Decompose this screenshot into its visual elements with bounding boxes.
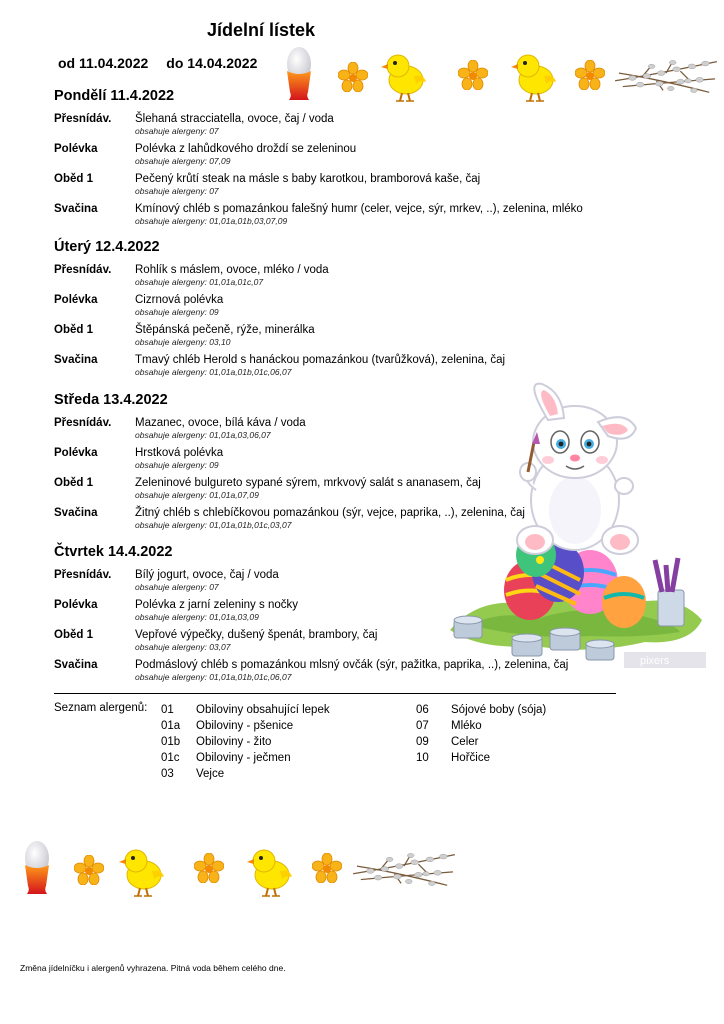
meal-row — [54, 142, 654, 172]
meal-description: Cizrnová polévka — [135, 294, 224, 306]
meal-label: Polévka — [54, 143, 98, 155]
chick-icon — [118, 845, 168, 897]
meal-description: Štěpánská pečeně, rýže, minerálka — [135, 324, 315, 336]
meal-label: Oběd 1 — [54, 629, 93, 641]
allergen-code: 10 — [416, 752, 429, 764]
day-title: Čtvrtek 14.4.2022 — [54, 544, 173, 560]
meal-description: Hrstková polévka — [135, 447, 224, 459]
meal-description: Kmínový chléb s pomazánkou falešný humr (celer, vejce, sýr, mrkev, ..), zelenina, mléko — [135, 203, 583, 215]
meal-allergens: obsahuje alergeny: 09 — [135, 460, 219, 470]
date-from: od 11.04.2022 — [58, 55, 149, 71]
meal-allergens: obsahuje alergeny: 01,01a,01b,01c,03,07 — [135, 520, 292, 530]
meal-description: Pečený krůtí steak na másle s baby karotkou, bramborová kaše, čaj — [135, 173, 481, 185]
allergen-code: 07 — [416, 720, 429, 732]
flower-icon — [312, 853, 342, 883]
meal-allergens: obsahuje alergeny: 01,01a,01b,03,07,09 — [135, 216, 288, 226]
meal-description: Zeleninové bulgureto sypané sýrem, mrkvový salát s ananasem, čaj — [135, 477, 481, 489]
allergen-code: 01 — [161, 704, 174, 716]
meal-allergens: obsahuje alergeny: 01,01a,01b,01c,06,07 — [135, 367, 292, 377]
allergen-name: Celer — [451, 736, 479, 748]
allergen-name: Vejce — [196, 768, 225, 780]
allergen-heading: Seznam alergenů: — [54, 702, 148, 714]
meal-description: Vepřové výpečky, dušený špenát, brambory, čaj — [135, 629, 378, 641]
flower-icon — [194, 853, 224, 883]
meal-allergens: obsahuje alergeny: 01,01a,01c,07 — [135, 277, 264, 287]
meal-label: Svačina — [54, 659, 98, 671]
watermark-text: pixers — [640, 655, 670, 667]
meal-label: Polévka — [54, 294, 98, 306]
allergen-column-left — [161, 702, 391, 782]
allergen-code: 03 — [161, 768, 174, 780]
meal-allergens: obsahuje alergeny: 07 — [135, 186, 219, 196]
meal-description: Tmavý chléb Herold s hanáckou pomazánkou (tvarůžková), zelenina, čaj — [135, 354, 506, 366]
allergen-item — [161, 702, 391, 718]
meal-row — [54, 112, 654, 142]
meal-description: Šlehaná stracciatella, ovoce, čaj / voda — [135, 113, 334, 125]
divider — [54, 693, 616, 694]
pussy-willow-icon — [350, 845, 458, 893]
allergen-code: 01b — [161, 736, 181, 748]
day-title: Středa 13.4.2022 — [54, 392, 168, 408]
allergen-code: 01a — [161, 720, 181, 732]
allergen-code: 01c — [161, 752, 180, 764]
meal-label: Polévka — [54, 447, 98, 459]
allergen-name: Obiloviny - žito — [196, 736, 272, 748]
meal-row — [54, 202, 654, 232]
meal-description: Polévka z jarní zeleniny s nočky — [135, 599, 298, 611]
allergen-code: 06 — [416, 704, 429, 716]
meal-allergens: obsahuje alergeny: 09 — [135, 307, 219, 317]
allergen-item — [416, 734, 616, 750]
day-section — [54, 237, 654, 383]
meal-label: Svačina — [54, 507, 98, 519]
meal-label: Oběd 1 — [54, 324, 93, 336]
meal-label: Přesnídáv. — [54, 264, 112, 276]
meal-allergens: obsahuje alergeny: 03,07 — [135, 642, 231, 652]
meal-allergens: obsahuje alergeny: 01,01a,03,06,07 — [135, 430, 271, 440]
page-title: Jídelní lístek — [207, 20, 316, 40]
date-to: do 14.04.2022 — [166, 55, 258, 71]
allergen-name: Obiloviny obsahující lepek — [196, 704, 330, 716]
meal-row — [54, 263, 654, 293]
day-title: Úterý 12.4.2022 — [54, 239, 160, 255]
allergen-code: 09 — [416, 736, 429, 748]
meal-row — [54, 323, 654, 353]
meal-label: Svačina — [54, 203, 98, 215]
easter-bunny-icon — [440, 380, 710, 680]
allergen-name: Obiloviny - pšenice — [196, 720, 294, 732]
flower-icon — [74, 855, 104, 885]
meal-label: Přesnídáv. — [54, 569, 112, 581]
date-range — [58, 55, 257, 71]
allergen-item — [416, 718, 616, 734]
footer-note: Změna jídelníčku i alergenů vyhrazena. Pitná voda během celého dne. — [20, 963, 286, 973]
allergen-item — [161, 718, 391, 734]
meal-allergens: obsahuje alergeny: 01,01a,03,09 — [135, 612, 259, 622]
meal-row — [54, 293, 654, 323]
meal-label: Přesnídáv. — [54, 417, 112, 429]
meal-row — [54, 172, 654, 202]
meal-row — [54, 353, 654, 383]
meal-allergens: obsahuje alergeny: 07,09 — [135, 156, 231, 166]
chick-icon — [246, 845, 296, 897]
egg-cup-icon — [22, 838, 52, 898]
meal-allergens: obsahuje alergeny: 07 — [135, 126, 219, 136]
meal-allergens: obsahuje alergeny: 03,10 — [135, 337, 231, 347]
meal-allergens: obsahuje alergeny: 01,01a,01b,01c,06,07 — [135, 672, 292, 682]
meal-allergens: obsahuje alergeny: 07 — [135, 582, 219, 592]
allergen-column-right — [416, 702, 616, 766]
meal-allergens: obsahuje alergeny: 01,01a,07,09 — [135, 490, 259, 500]
meal-description: Podmáslový chléb s pomazánkou mlsný ovčák (sýr, pažitka, paprika, ..), zelenina, čaj — [135, 659, 569, 671]
meal-description: Rohlík s máslem, ovoce, mléko / voda — [135, 264, 329, 276]
meal-description: Žitný chléb s chlebíčkovou pomazánkou (sýr, vejce, paprika, ..), zelenina, čaj — [135, 507, 525, 519]
meal-description: Polévka z lahůdkového droždí se zeleninou — [135, 143, 357, 155]
allergen-item — [416, 750, 616, 766]
allergen-name: Sójové boby (sója) — [451, 704, 547, 716]
allergen-name: Obiloviny - ječmen — [196, 752, 291, 764]
meal-label: Přesnídáv. — [54, 113, 112, 125]
meal-label: Svačina — [54, 354, 98, 366]
meal-label: Oběd 1 — [54, 173, 93, 185]
allergen-name: Hořčice — [451, 752, 490, 764]
day-section — [54, 86, 654, 232]
meal-label: Polévka — [54, 599, 98, 611]
allergen-name: Mléko — [451, 720, 482, 732]
allergen-item — [161, 766, 391, 782]
day-title: Pondělí 11.4.2022 — [54, 88, 175, 104]
meal-description: Mazanec, ovoce, bílá káva / voda — [135, 417, 306, 429]
meal-label: Oběd 1 — [54, 477, 93, 489]
allergen-item — [161, 750, 391, 766]
meal-description: Bílý jogurt, ovoce, čaj / voda — [135, 569, 279, 581]
allergen-item — [416, 702, 616, 718]
allergen-item — [161, 734, 391, 750]
